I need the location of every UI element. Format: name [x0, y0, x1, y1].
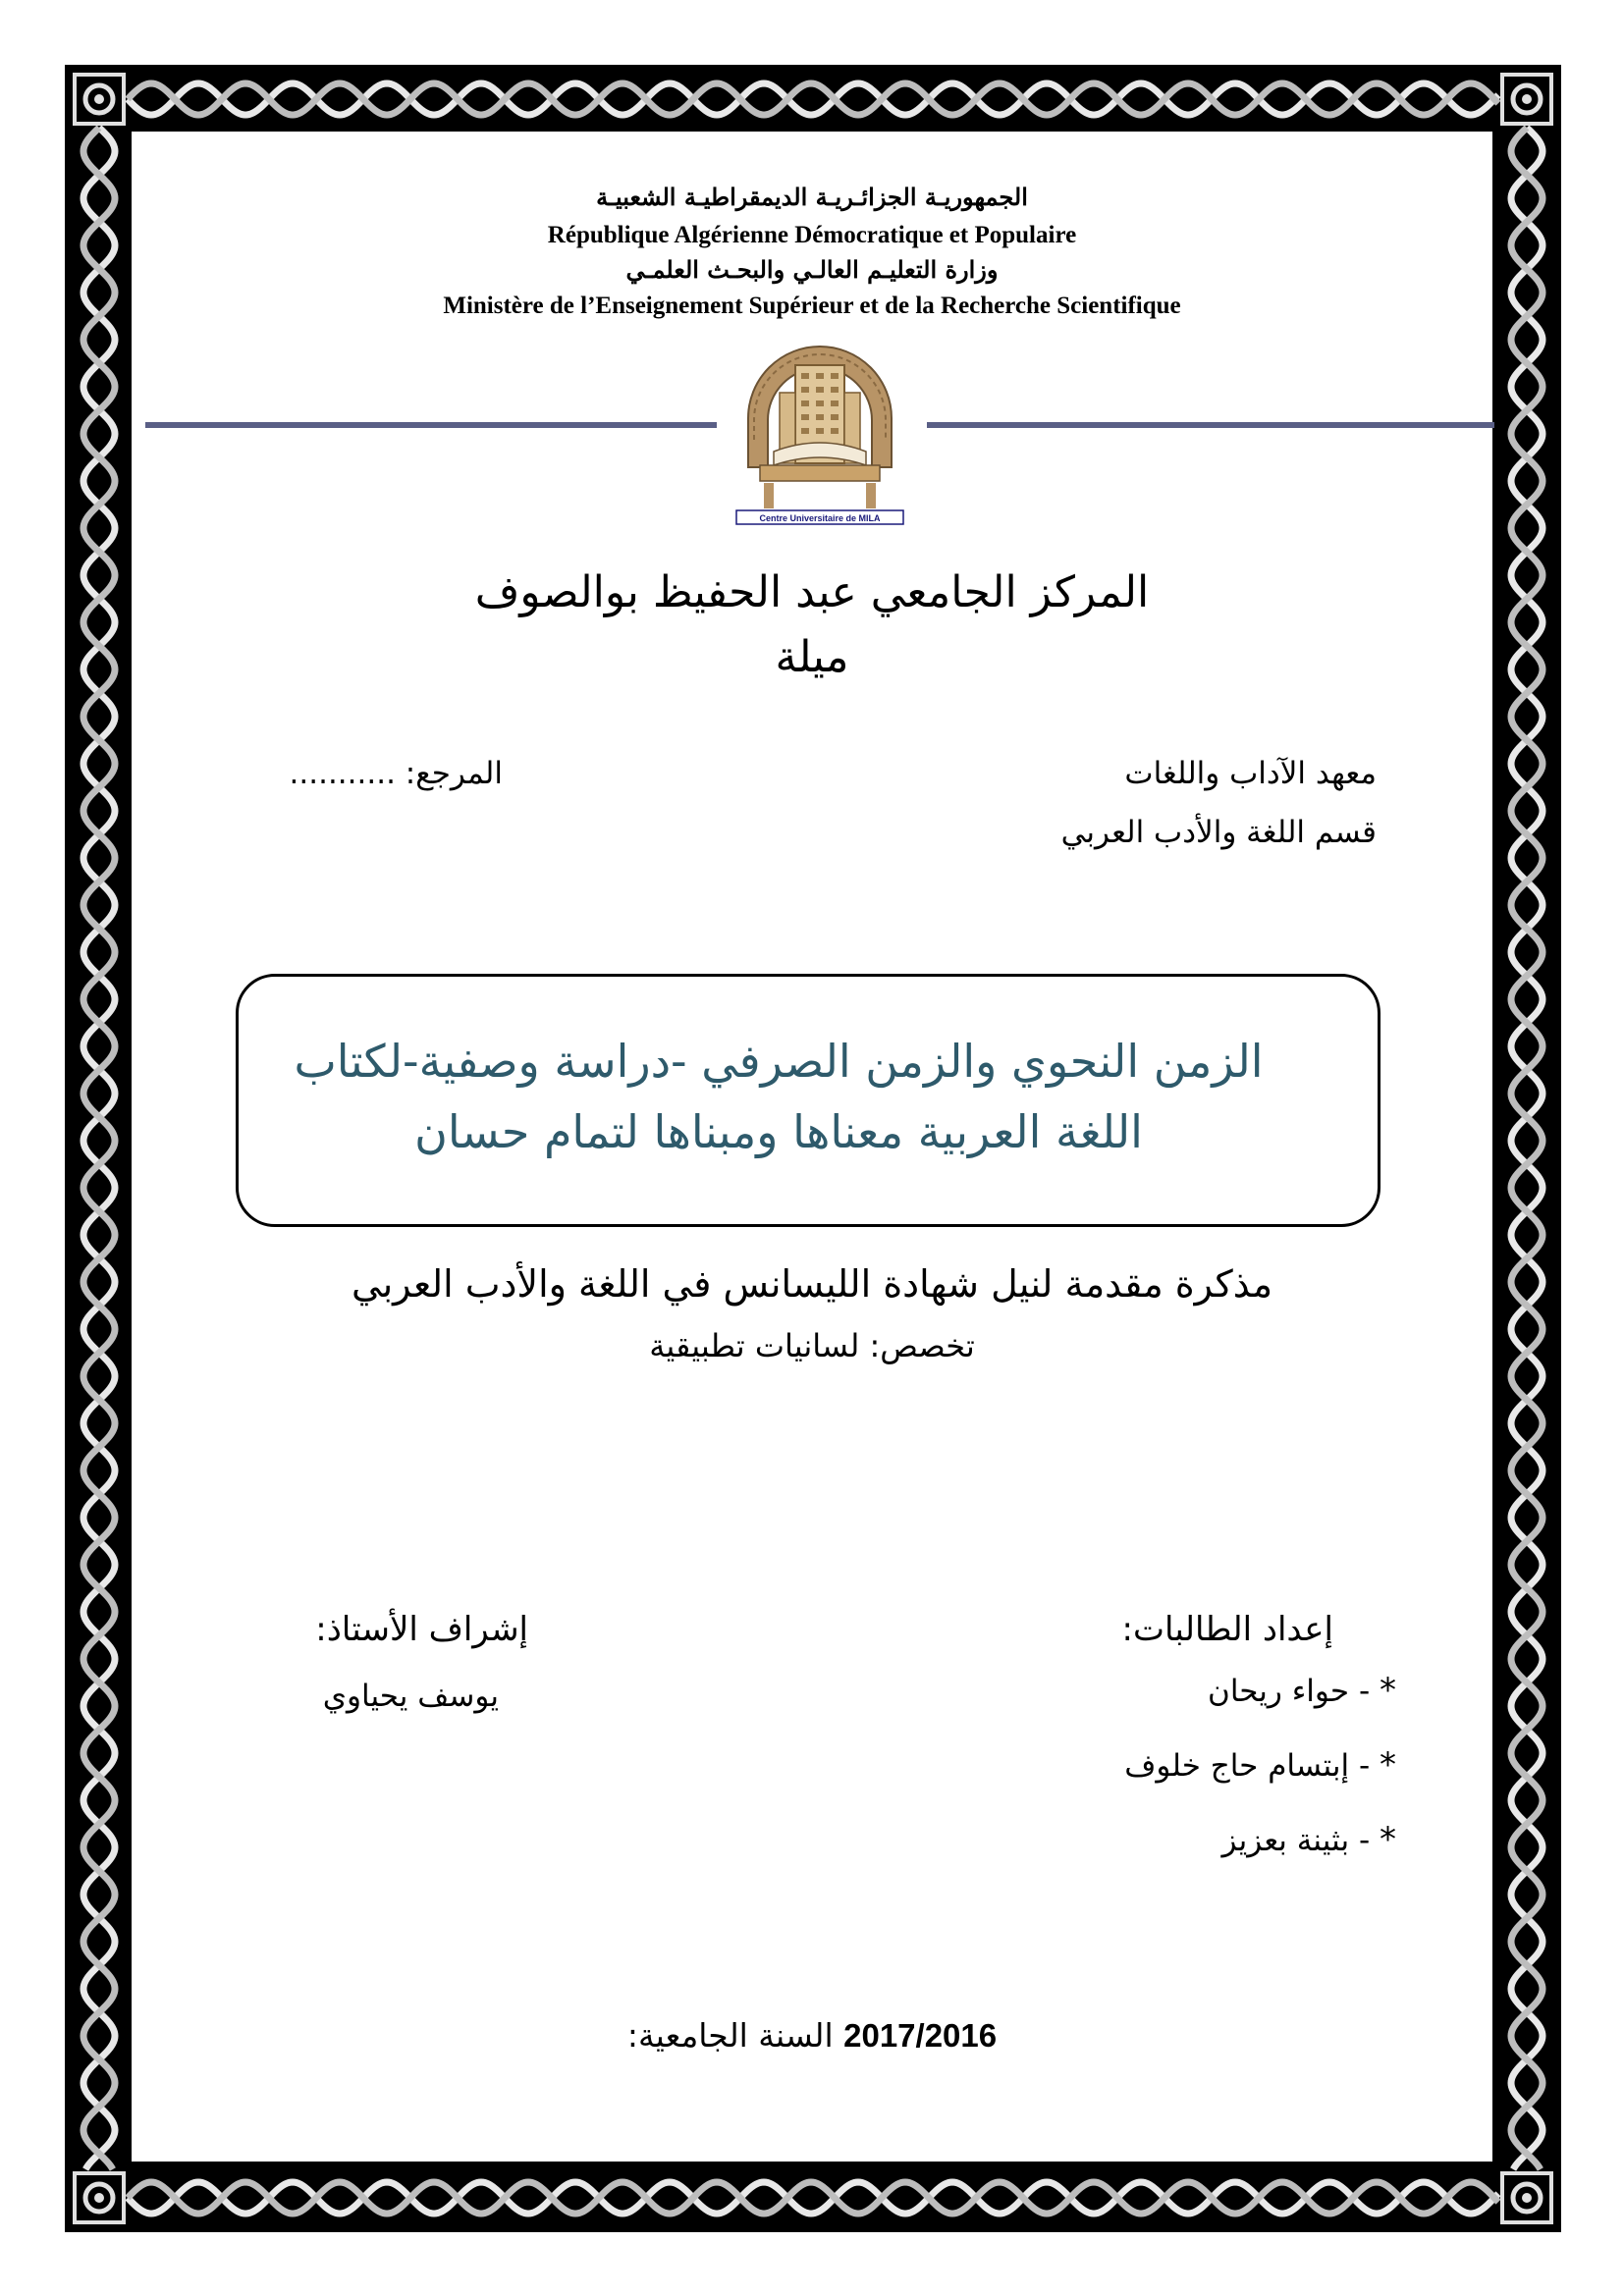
reference-field [257, 756, 503, 791]
student-name: - حواء ريحان [1208, 1674, 1371, 1709]
reference-value: ........... [289, 756, 396, 791]
academic-year-value: 2017/2016 [843, 2017, 998, 2054]
student-item [1124, 1745, 1396, 1785]
university-logo [734, 342, 905, 526]
thesis-title-line-2: اللغة العربية معناها ومبناها لتمام حسان [414, 1105, 1143, 1158]
ministry-french: Ministère de l’Enseignement Supérieur et de la Recherche Scientifique [443, 293, 1181, 319]
students-label: إعداد الطالبات: [1121, 1610, 1333, 1649]
student-name: - إبتسام حاج خلوف [1124, 1748, 1371, 1784]
bullet-star: * [1380, 1745, 1396, 1785]
bullet-star: * [1380, 1820, 1396, 1859]
bullet-star: * [1380, 1671, 1396, 1710]
student-name: - بثينة بعزيز [1221, 1823, 1371, 1858]
right-header-rule [927, 422, 1494, 428]
svg-text:Centre Universitaire de MILA: Centre Universitaire de MILA [759, 513, 881, 523]
thesis-title-line-1: الزمن النحوي والزمن الصرفي -دراسة وصفية-لكتاب [294, 1035, 1264, 1088]
institute-name: معهد الآداب واللغات [1124, 756, 1377, 791]
department-name: قسم اللغة والأدب العربي [1060, 815, 1377, 850]
university-city: ميلة [775, 632, 849, 682]
student-item [1208, 1671, 1396, 1710]
academic-year-label: السنة الجامعية: [626, 2016, 834, 2055]
republic-arabic: الجمهوريـة الجزائـريـة الديمقراطيـة الشعبيـة [596, 183, 1028, 211]
supervisor-name: يوسف يحياوي [322, 1679, 499, 1714]
ministry-arabic: وزارة التعليـم العالـي والبحـث العلمـي [625, 255, 999, 284]
university-name: المركز الجامعي عبد الحفيظ بوالصوف [474, 567, 1150, 617]
left-header-rule [145, 422, 717, 428]
republic-french: République Algérienne Démocratique et Populaire [547, 222, 1077, 248]
reference-label: المرجع: [405, 756, 503, 791]
student-item [1222, 1820, 1397, 1859]
supervisor-label: إشراف الأستاذ: [315, 1610, 528, 1649]
thesis-specialty: تخصص: لسانيات تطبيقية [649, 1327, 975, 1364]
academic-year [295, 2016, 1329, 2055]
thesis-purpose: مذكرة مقدمة لنيل شهادة الليسانس في اللغة والأدب العربي [351, 1262, 1273, 1306]
thesis-title-box [236, 974, 1380, 1227]
